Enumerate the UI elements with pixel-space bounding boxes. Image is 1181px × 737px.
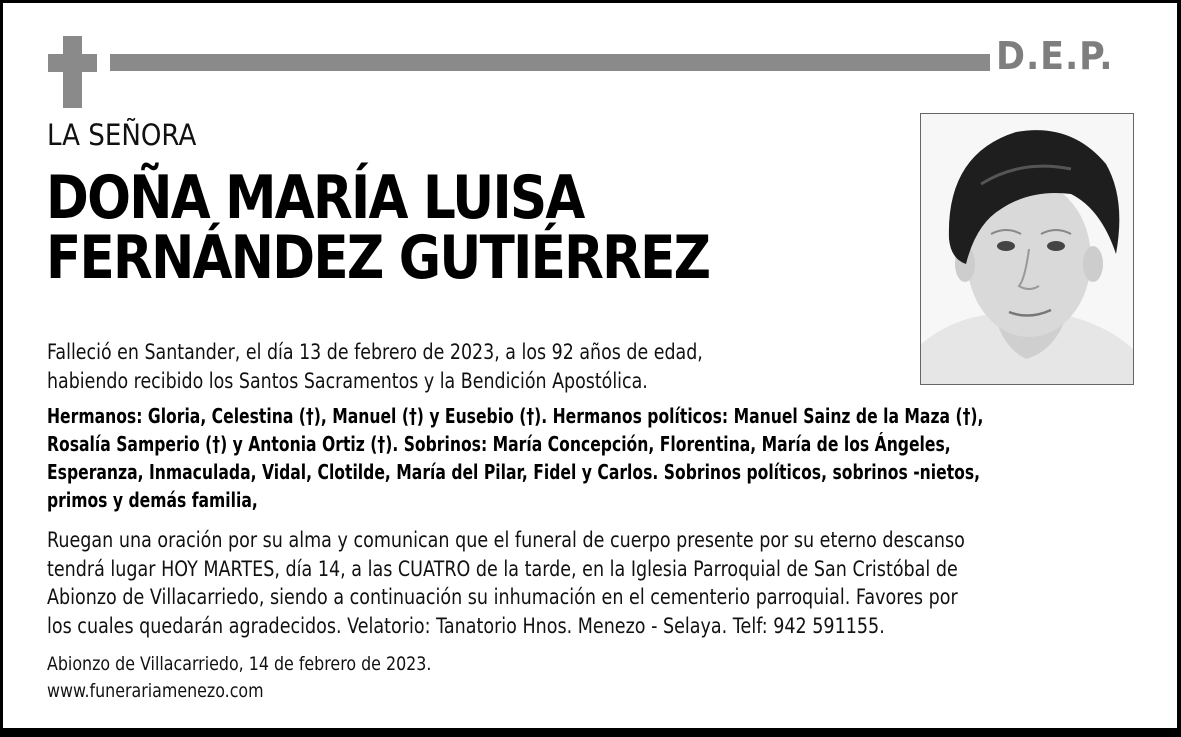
name-line-1: DOÑA MARÍA LUISA: [46, 163, 584, 233]
honorific: LA SEÑORA: [47, 118, 197, 152]
footer: [47, 651, 431, 705]
dep-label: D.E.P.: [996, 34, 1114, 78]
cross-vertical-bar: [63, 36, 82, 108]
funeral-info-line: Abionzo de Villacarriedo, siendo a continuación su inhumación en el cementerio parroquial. Favores por: [47, 585, 958, 609]
cross-horizontal-bar: [48, 54, 97, 72]
portrait-photo: [920, 113, 1134, 385]
death-notice: [47, 338, 703, 396]
header-rule: [110, 54, 990, 71]
family-line: Rosalía Samperio (†) y Antonia Ortiz (†). Sobrinos: María Concepción, Florentina, María de los Ángeles,: [47, 432, 951, 456]
portrait-image-icon: [921, 114, 1133, 384]
family-list: [47, 402, 983, 514]
funeral-info: [47, 526, 965, 640]
funeral-info-line: los cuales quedarán agradecidos. Velatorio: Tanatorio Hnos. Menezo - Selaya. Telf: 942 591155.: [47, 613, 885, 638]
place-date: Abionzo de Villacarriedo, 14 de febrero de 2023.: [47, 653, 432, 675]
family-line: Hermanos: Gloria, Celestina (†), Manuel (†) y Eusebio (†). Hermanos políticos: Manuel Sainz de la Maza (†),: [47, 404, 984, 428]
funeral-info-line: tendrá lugar HOY MARTES, día 14, a las CUATRO de la tarde, en la Iglesia Parroquial de San Cristóbal de: [47, 556, 958, 581]
family-line: Esperanza, Inmaculada, Vidal, Clotilde, María del Pilar, Fidel y Carlos. Sobrinos políticos, sobrinos -nietos,: [47, 460, 981, 484]
family-line: primos y demás familia,: [47, 488, 258, 512]
website-link[interactable]: www.funerariamenezo.com: [47, 680, 264, 702]
death-notice-line: habiendo recibido los Santos Sacramentos y la Bendición Apostólica.: [47, 369, 648, 393]
name-line-2: FERNÁNDEZ GUTIÉRREZ: [46, 223, 710, 293]
deceased-name: [46, 163, 710, 293]
funeral-info-line: Ruegan una oración por su alma y comunican que el funeral de cuerpo presente por su eterno descanso: [47, 528, 965, 552]
death-notice-line: Falleció en Santander, el día 13 de febrero de 2023, a los 92 años de edad,: [47, 340, 703, 364]
